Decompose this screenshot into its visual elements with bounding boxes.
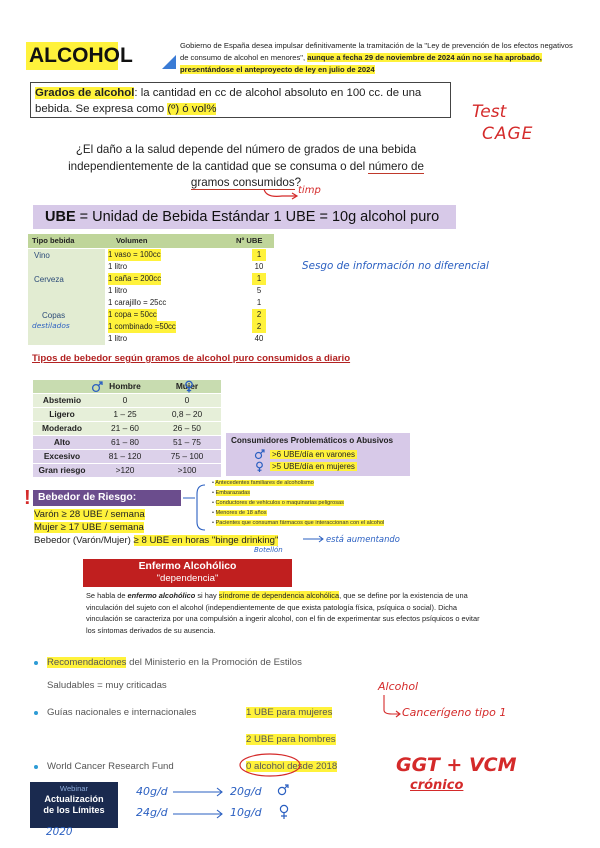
- riesgo-bullet-text: Conductores de vehículos o maquinarias peligrosas: [215, 500, 344, 506]
- handwritten-h1-left: 40g/d: [136, 785, 168, 798]
- drink-ube: 10: [254, 262, 264, 271]
- bebedor-row: [33, 464, 221, 477]
- drink-volume: 1 copa = 50cc: [108, 310, 157, 319]
- question-text: [36, 142, 456, 192]
- enfermo-text2: si hay: [195, 591, 219, 600]
- bebedor-hombre: 21 – 60: [111, 423, 139, 433]
- drink-type-cell: [28, 261, 105, 273]
- handwritten-cancerigeno: Cancerígeno tipo 1: [402, 706, 507, 719]
- riesgo-line2: Mujer ≥ 17 UBE / semana: [34, 522, 144, 533]
- male-hand-icon: [276, 783, 290, 797]
- drink-table: [28, 234, 274, 346]
- handwritten-test: Test: [472, 102, 507, 122]
- riesgo-bullet-text: Menores de 18 años: [215, 510, 267, 516]
- drink-ube: 1: [256, 298, 262, 307]
- question-part4: ?: [294, 176, 302, 189]
- circle-mark-icon: [238, 752, 302, 778]
- enfermo-text: [86, 590, 491, 636]
- rec-item3: World Cancer Research Fund: [47, 761, 174, 772]
- rec-item2: Guías nacionales e internacionales: [47, 707, 197, 718]
- rec-item2-r1: [246, 706, 332, 719]
- bebedor-hombre: 81 – 120: [108, 451, 142, 461]
- grados-unit: (º) ó vol%: [167, 103, 217, 115]
- drink-ube: 40: [254, 334, 264, 343]
- type-vino: Vino: [34, 251, 50, 260]
- header-volumen: Volumen: [116, 236, 148, 245]
- bebedor-mujer: 26 – 50: [173, 423, 201, 433]
- rec-item2-r1-text: 1 UBE para mujeres: [246, 707, 333, 718]
- gov-text: Gobierno de España desea impulsar definitivamente la tramitación de la "Ley de prevención de los efectos negativos de consumo de alcohol en menores",: [180, 41, 573, 62]
- question-part1: ¿El daño a la salud depende del número de grados de una bebida independientemente de la cantidad que se consuma o del: [68, 143, 417, 173]
- drink-ube: 5: [256, 286, 262, 295]
- bebedor-row: [33, 436, 221, 449]
- drink-row: [28, 249, 274, 261]
- grados-definition: : la cantidad en cc de alcohol absoluto en 100 cc. de una bebida. Se expresa como: [35, 87, 422, 115]
- female-icon: [255, 461, 264, 473]
- riesgo-bullet: • Pacientes que consuman fármacos que interaccionan con el alcohol: [212, 520, 385, 526]
- drink-row: [28, 333, 274, 345]
- bebedor-hombre: 61 – 80: [111, 437, 139, 447]
- drink-row: [28, 261, 274, 273]
- enfermo-text-hl: síndrome de dependencia alcohólica: [218, 591, 340, 600]
- rec-item1: [47, 656, 302, 669]
- webinar-line1: Webinar: [59, 784, 89, 793]
- riesgo-line3a: Bebedor (Varón/Mujer): [34, 535, 131, 546]
- drink-type-cell: [28, 333, 105, 345]
- consumidores-line2: >5 UBE/día en mujeres: [272, 462, 355, 471]
- rec-item3-r-text: 0 alcohol desde 2018: [246, 761, 338, 772]
- bebedor-type: Gran riesgo: [38, 465, 86, 475]
- drink-ube: 1: [252, 273, 266, 285]
- enfermo-box: [83, 559, 292, 587]
- drink-volume: 1 caña = 200cc: [108, 274, 162, 283]
- drink-row: [28, 297, 274, 309]
- ube-banner: [33, 205, 456, 229]
- handwritten-h1-right: 20g/d: [230, 785, 262, 798]
- ube-text: = Unidad de Bebida Estándar 1 UBE = 10g alcohol puro: [75, 209, 440, 225]
- handwritten-h2-right: 10g/d: [230, 806, 262, 819]
- corner-triangle-icon: [162, 55, 176, 69]
- handwritten-cage: CAGE: [482, 124, 534, 144]
- bebedor-type: Excesivo: [43, 451, 81, 461]
- government-note: [180, 40, 580, 76]
- handwritten-year: 2020: [46, 826, 73, 838]
- riesgo-bullet-text: Embarazadas: [215, 490, 251, 496]
- riesgo-bullet-text: Antecedentes familiares de alcoholismo: [215, 480, 314, 486]
- webinar-line2: Actualización: [44, 794, 104, 804]
- riesgo-bullets: [212, 478, 384, 528]
- drink-table-header: [28, 234, 274, 248]
- handwritten-timp: timp: [298, 185, 321, 196]
- handwritten-sesgo: Sesgo de información no diferencial: [302, 260, 489, 272]
- drink-volume: 1 litro: [108, 286, 128, 295]
- handwritten-alcohol: Alcohol: [378, 680, 419, 693]
- ube-abbr: UBE: [45, 209, 76, 225]
- webinar-line3: de los Límites: [43, 805, 105, 815]
- bebedor-type: Alto: [53, 437, 71, 447]
- handwritten-esta-aumentando: está aumentando: [326, 534, 400, 544]
- rec-item1-text: del Ministerio en la Promoción de Estilos: [126, 657, 302, 668]
- bebedor-type: Moderado: [41, 423, 82, 433]
- bebedor-header-1: Hombre: [109, 381, 141, 391]
- drink-row: [28, 273, 274, 285]
- drink-volume: 1 vaso = 100cc: [108, 250, 161, 259]
- bullet-dot-1: [34, 661, 38, 665]
- question-part3: gramos consumidos: [190, 176, 295, 189]
- rec-item2-r2: [246, 733, 336, 746]
- bebedor-mujer: 51 – 75: [173, 437, 201, 447]
- handwritten-cronico: crónico: [410, 778, 464, 793]
- question-part2: número de: [368, 159, 424, 173]
- h1-arrow-icon: [172, 786, 226, 798]
- enfermo-text-em: enfermo alcohólico: [127, 591, 196, 600]
- drink-type-cell: [28, 297, 105, 309]
- drink-ube: 2: [252, 309, 266, 321]
- riesgo-line3b: ≥ 8 UBE en horas "binge drinking": [133, 535, 279, 546]
- bullet-dot-2: [34, 711, 38, 715]
- riesgo-line1: Varón ≥ 28 UBE / semana: [34, 509, 145, 520]
- male-icon: [254, 449, 265, 460]
- female-symbol-icon: [184, 380, 194, 393]
- bebedor-row: [33, 394, 221, 407]
- bebedor-hombre: >120: [115, 465, 135, 475]
- drink-volume: 1 litro: [108, 334, 128, 343]
- consumidores-box: [226, 433, 410, 476]
- bebedor-row: [33, 450, 221, 463]
- bebedor-mujer: 75 – 100: [170, 451, 204, 461]
- bebedor-hombre: 0: [122, 395, 128, 405]
- type-cerveza: Cerveza: [34, 275, 64, 284]
- enfermo-text3: , que se define por la existencia de una vinculación del sujeto con el alcohol (independientemente de que exista patología física, psíquica o social). Dicha vinculación se caracteriza por una compulsión a ingerir alcohol, con el fin de experimentar sus efectos psíquicos o evitar los síntomas derivados de su ausencia.: [86, 591, 480, 635]
- bebedor-mujer: 0: [184, 395, 190, 405]
- bebedor-type: Abstemio: [42, 395, 82, 405]
- cancer-arrow-icon: [380, 694, 402, 718]
- rec-item1-hl: Recomendaciones: [47, 657, 127, 668]
- drink-ube: 1: [252, 249, 266, 261]
- drink-type-cell: [28, 285, 105, 297]
- type-copas: Copas: [42, 311, 66, 320]
- bebedor-mujer: 0,8 – 20: [171, 409, 203, 419]
- handwritten-botellon: Botellón: [254, 546, 283, 554]
- bebedor-row: [33, 408, 221, 421]
- handwritten-destilados: destilados: [32, 321, 70, 330]
- riesgo-bullet-text: Pacientes que consuman fármacos que interaccionan con el alcohol: [215, 520, 385, 526]
- enfermo-title: Enfermo Alcohólico: [138, 561, 237, 572]
- tipos-title: Tipos de bebedor según gramos de alcohol puro consumidos a diario: [32, 353, 351, 364]
- consumidores-title: Consumidores Problemáticos o Abusivos: [231, 436, 394, 445]
- riesgo-title-box: Bebedor de Riesgo:: [33, 490, 181, 506]
- aumentando-arrow-icon: [302, 534, 326, 544]
- drink-ube: 2: [252, 321, 266, 333]
- bebedor-row: [33, 422, 221, 435]
- bebedor-hombre: 1 – 25: [113, 409, 137, 419]
- male-symbol-icon: [91, 380, 103, 393]
- drink-type-cell: [28, 309, 105, 321]
- handwritten-h2-left: 24g/d: [136, 806, 168, 819]
- handwritten-ggt-vcm: GGT + VCM: [396, 754, 517, 776]
- exclamation-icon: !: [24, 487, 31, 509]
- enfermo-subtitle: "dependencia": [156, 573, 219, 584]
- grados-term: Grados de alcohol: [35, 87, 135, 99]
- consumidores-line1: >6 UBE/día en varones: [272, 450, 355, 459]
- header-tipo: Tipo bebida: [32, 236, 75, 245]
- bebedor-mujer: >100: [177, 465, 197, 475]
- drink-volume: 1 combinado =50cc: [108, 322, 176, 331]
- riesgo-bullet: • Antecedentes familiares de alcoholismo: [212, 480, 314, 486]
- h2-arrow-icon: [172, 808, 226, 820]
- webinar-badge: [30, 782, 118, 828]
- female-hand-icon: [278, 804, 290, 820]
- bullet-dot-3: [34, 765, 38, 769]
- header-ube: Nº UBE: [236, 236, 263, 245]
- rec-item2-r2-text: 2 UBE para hombres: [246, 734, 336, 745]
- bebedor-type: Ligero: [49, 409, 75, 419]
- riesgo-bullet: • Menores de 18 años: [212, 510, 267, 516]
- gov-text-highlight: aunque a fecha 29 de noviembre de 2024 aún no se ha aprobado, presentándose el anteproyecto de ley en julio de 2024: [180, 53, 542, 74]
- riesgo-bullet: • Conductores de vehículos o maquinarias peligrosas: [212, 500, 344, 506]
- page-title: ALCOHOL: [26, 42, 118, 70]
- drink-volume: 1 litro: [108, 262, 128, 271]
- grados-definition-box: [30, 82, 451, 118]
- drink-volume: 1 carajillo = 25cc: [108, 298, 167, 307]
- rec-item1b: Saludables = muy criticadas: [47, 680, 167, 691]
- drink-row: [28, 285, 274, 297]
- riesgo-bullet: • Embarazadas: [212, 490, 251, 496]
- enfermo-text1: Se habla de: [86, 591, 128, 600]
- bebedor-header-2: Mujer: [175, 381, 199, 391]
